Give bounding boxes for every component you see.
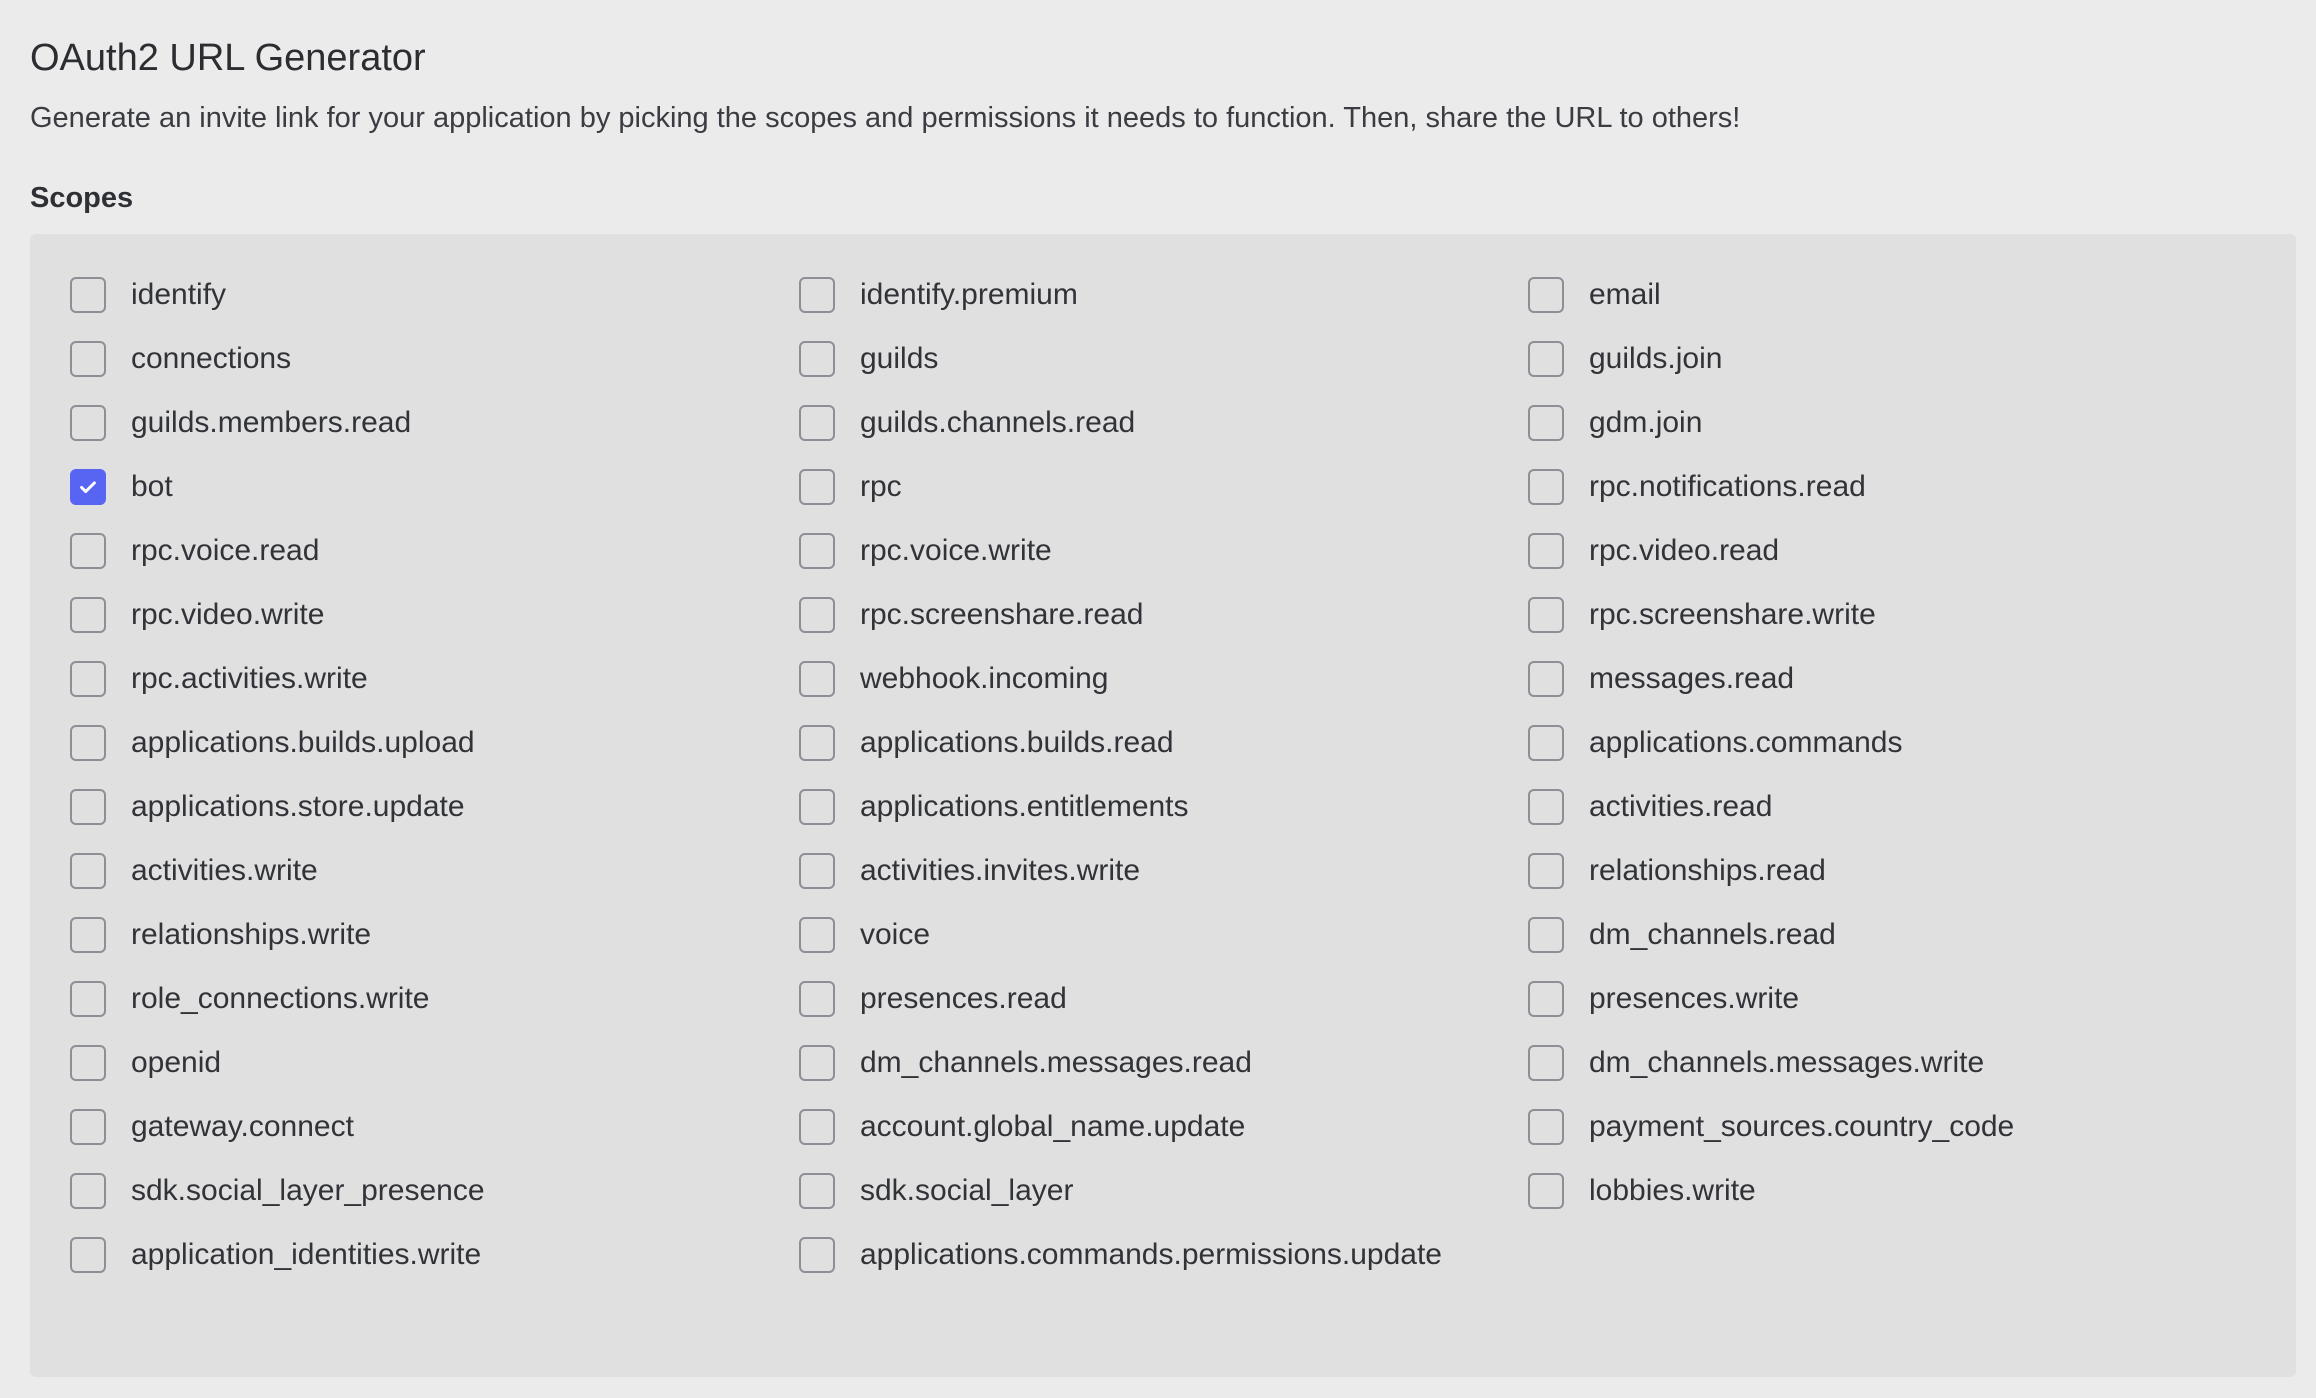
scope-checkbox-payment-sources-country-code[interactable] bbox=[1528, 1109, 1564, 1145]
scope-checkbox-connections[interactable] bbox=[70, 341, 106, 377]
scope-label: guilds.members.read bbox=[131, 406, 412, 439]
scope-label: payment_sources.country_code bbox=[1589, 1110, 2015, 1143]
scope-label: gateway.connect bbox=[131, 1110, 354, 1143]
scope-item-rpc-screenshare-read[interactable] bbox=[799, 583, 1528, 647]
scope-item-activities-read[interactable] bbox=[1528, 775, 2257, 839]
scope-checkbox-activities-write[interactable] bbox=[70, 853, 106, 889]
scope-item-rpc[interactable] bbox=[799, 455, 1528, 519]
scope-item-guilds-members-read[interactable] bbox=[70, 391, 799, 455]
scope-label: applications.commands.permissions.update bbox=[860, 1238, 1442, 1271]
scope-label: presences.read bbox=[860, 982, 1067, 1015]
scope-checkbox-rpc-video-read[interactable] bbox=[1528, 533, 1564, 569]
scope-checkbox-applications-store-update[interactable] bbox=[70, 789, 106, 825]
scope-item-openid[interactable] bbox=[70, 1031, 799, 1095]
scope-checkbox-activities-invites-write[interactable] bbox=[799, 853, 835, 889]
scope-item-rpc-video-read[interactable] bbox=[1528, 519, 2257, 583]
scope-checkbox-rpc-voice-read[interactable] bbox=[70, 533, 106, 569]
scope-label: guilds.channels.read bbox=[860, 406, 1136, 439]
scope-item-applications-commands-permissions-update[interactable] bbox=[799, 1223, 1528, 1287]
scope-label: activities.write bbox=[131, 854, 318, 887]
scope-label: gdm.join bbox=[1589, 406, 1703, 439]
scope-item-application-identities-write[interactable] bbox=[70, 1223, 799, 1287]
scope-checkbox-lobbies-write[interactable] bbox=[1528, 1173, 1564, 1209]
scope-checkbox-rpc-voice-write[interactable] bbox=[799, 533, 835, 569]
scope-checkbox-rpc-notifications-read[interactable] bbox=[1528, 469, 1564, 505]
scope-checkbox-guilds-channels-read[interactable] bbox=[799, 405, 835, 441]
scope-checkbox-applications-builds-read[interactable] bbox=[799, 725, 835, 761]
scope-checkbox-applications-entitlements[interactable] bbox=[799, 789, 835, 825]
scope-checkbox-application-identities-write[interactable] bbox=[70, 1237, 106, 1273]
scope-item-applications-entitlements[interactable] bbox=[799, 775, 1528, 839]
scope-item-applications-commands[interactable] bbox=[1528, 711, 2257, 775]
scope-item-rpc-voice-read[interactable] bbox=[70, 519, 799, 583]
scope-checkbox-email[interactable] bbox=[1528, 277, 1564, 313]
scope-checkbox-relationships-write[interactable] bbox=[70, 917, 106, 953]
scope-item-messages-read[interactable] bbox=[1528, 647, 2257, 711]
scope-checkbox-rpc-activities-write[interactable] bbox=[70, 661, 106, 697]
scope-checkbox-bot[interactable] bbox=[70, 469, 106, 505]
scope-checkbox-identify-premium[interactable] bbox=[799, 277, 835, 313]
scope-item-gateway-connect[interactable] bbox=[70, 1095, 799, 1159]
scope-label: rpc.video.write bbox=[131, 598, 325, 631]
scope-label: dm_channels.messages.read bbox=[860, 1046, 1252, 1079]
scope-checkbox-voice[interactable] bbox=[799, 917, 835, 953]
scope-label: rpc.voice.read bbox=[131, 534, 320, 567]
scope-label: guilds.join bbox=[1589, 342, 1723, 375]
scope-item-role-connections-write[interactable] bbox=[70, 967, 799, 1031]
scope-label: applications.builds.read bbox=[860, 726, 1174, 759]
scope-checkbox-dm-channels-read[interactable] bbox=[1528, 917, 1564, 953]
scope-label: identify.premium bbox=[860, 278, 1078, 311]
scope-checkbox-applications-commands-permissions-update[interactable] bbox=[799, 1237, 835, 1273]
scope-checkbox-gdm-join[interactable] bbox=[1528, 405, 1564, 441]
scope-label: voice bbox=[860, 918, 931, 951]
scope-label: email bbox=[1589, 278, 1661, 311]
scope-label: presences.write bbox=[1589, 982, 1800, 1015]
scope-item-dm-channels-read[interactable] bbox=[1528, 903, 2257, 967]
scope-item-activities-invites-write[interactable] bbox=[799, 839, 1528, 903]
scope-item-presences-write[interactable] bbox=[1528, 967, 2257, 1031]
scope-checkbox-presences-write[interactable] bbox=[1528, 981, 1564, 1017]
scope-label: applications.entitlements bbox=[860, 790, 1189, 823]
scope-label: account.global_name.update bbox=[860, 1110, 1246, 1143]
scope-label: rpc bbox=[860, 470, 902, 503]
scope-item-payment-sources-country-code[interactable] bbox=[1528, 1095, 2257, 1159]
scope-label: rpc.notifications.read bbox=[1589, 470, 1866, 503]
scope-checkbox-applications-commands[interactable] bbox=[1528, 725, 1564, 761]
scope-item-gdm-join[interactable] bbox=[1528, 391, 2257, 455]
scope-label: rpc.screenshare.write bbox=[1589, 598, 1876, 631]
scope-item-webhook-incoming[interactable] bbox=[799, 647, 1528, 711]
scope-label: dm_channels.messages.write bbox=[1589, 1046, 1985, 1079]
scope-item-bot[interactable] bbox=[70, 455, 799, 519]
page-description: Generate an invite link for your application by picking the scopes and permissions it needs to function. Then, share the URL to others! bbox=[30, 102, 1741, 134]
scope-checkbox-account-global-name-update[interactable] bbox=[799, 1109, 835, 1145]
scope-item-connections[interactable] bbox=[70, 327, 799, 391]
scopes-section-label: Scopes bbox=[30, 182, 134, 214]
scopes-grid bbox=[70, 263, 2270, 1287]
scope-item-account-global-name-update[interactable] bbox=[799, 1095, 1528, 1159]
scope-label: relationships.read bbox=[1589, 854, 1826, 887]
scope-item-identify[interactable] bbox=[70, 263, 799, 327]
scope-label: sdk.social_layer_presence bbox=[131, 1174, 485, 1207]
scope-checkbox-activities-read[interactable] bbox=[1528, 789, 1564, 825]
scope-label: connections bbox=[131, 342, 292, 375]
scope-checkbox-rpc-screenshare-write[interactable] bbox=[1528, 597, 1564, 633]
scope-checkbox-rpc-screenshare-read[interactable] bbox=[799, 597, 835, 633]
scope-label: rpc.video.read bbox=[1589, 534, 1780, 567]
scope-item-rpc-notifications-read[interactable] bbox=[1528, 455, 2257, 519]
page-title: OAuth2 URL Generator bbox=[30, 37, 426, 79]
scope-checkbox-applications-builds-upload[interactable] bbox=[70, 725, 106, 761]
scope-checkbox-messages-read[interactable] bbox=[1528, 661, 1564, 697]
scope-checkbox-identify[interactable] bbox=[70, 277, 106, 313]
scope-item-rpc-activities-write[interactable] bbox=[70, 647, 799, 711]
scope-label: lobbies.write bbox=[1589, 1174, 1756, 1207]
scope-label: relationships.write bbox=[131, 918, 372, 951]
scope-item-lobbies-write[interactable] bbox=[1528, 1159, 2257, 1223]
scope-label: role_connections.write bbox=[131, 982, 430, 1015]
scope-item-email[interactable] bbox=[1528, 263, 2257, 327]
scope-label: bot bbox=[131, 470, 173, 503]
scope-checkbox-dm-channels-messages-write[interactable] bbox=[1528, 1045, 1564, 1081]
checkmark-icon bbox=[77, 476, 99, 498]
scope-label: applications.commands bbox=[1589, 726, 1903, 759]
scope-item-sdk-social-layer-presence[interactable] bbox=[70, 1159, 799, 1223]
scope-checkbox-guilds[interactable] bbox=[799, 341, 835, 377]
scope-label: webhook.incoming bbox=[860, 662, 1109, 695]
scope-label: rpc.activities.write bbox=[131, 662, 368, 695]
scope-checkbox-webhook-incoming[interactable] bbox=[799, 661, 835, 697]
scopes-panel bbox=[30, 234, 2296, 1377]
scope-item-applications-builds-read[interactable] bbox=[799, 711, 1528, 775]
scope-checkbox-role-connections-write[interactable] bbox=[70, 981, 106, 1017]
scope-item-rpc-screenshare-write[interactable] bbox=[1528, 583, 2257, 647]
scope-checkbox-dm-channels-messages-read[interactable] bbox=[799, 1045, 835, 1081]
scope-label: activities.invites.write bbox=[860, 854, 1141, 887]
scope-item-guilds-channels-read[interactable] bbox=[799, 391, 1528, 455]
scope-item-presences-read[interactable] bbox=[799, 967, 1528, 1031]
scope-item-applications-builds-upload[interactable] bbox=[70, 711, 799, 775]
scope-item-dm-channels-messages-write[interactable] bbox=[1528, 1031, 2257, 1095]
scope-checkbox-sdk-social-layer[interactable] bbox=[799, 1173, 835, 1209]
scope-label: application_identities.write bbox=[131, 1238, 482, 1271]
scope-checkbox-guilds-members-read[interactable] bbox=[70, 405, 106, 441]
scope-item-rpc-video-write[interactable] bbox=[70, 583, 799, 647]
scope-item-activities-write[interactable] bbox=[70, 839, 799, 903]
scope-item-dm-channels-messages-read[interactable] bbox=[799, 1031, 1528, 1095]
scope-label: applications.store.update bbox=[131, 790, 465, 823]
scope-checkbox-rpc[interactable] bbox=[799, 469, 835, 505]
scope-item-identify-premium[interactable] bbox=[799, 263, 1528, 327]
scope-label: activities.read bbox=[1589, 790, 1773, 823]
scope-item-relationships-read[interactable] bbox=[1528, 839, 2257, 903]
scope-item-applications-store-update[interactable] bbox=[70, 775, 799, 839]
scope-checkbox-presences-read[interactable] bbox=[799, 981, 835, 1017]
scope-item-sdk-social-layer[interactable] bbox=[799, 1159, 1528, 1223]
scope-label: rpc.voice.write bbox=[860, 534, 1052, 567]
scope-label: openid bbox=[131, 1046, 222, 1079]
scope-item-guilds-join[interactable] bbox=[1528, 327, 2257, 391]
scope-item-voice[interactable] bbox=[799, 903, 1528, 967]
scope-checkbox-rpc-video-write[interactable] bbox=[70, 597, 106, 633]
scope-checkbox-relationships-read[interactable] bbox=[1528, 853, 1564, 889]
scope-item-rpc-voice-write[interactable] bbox=[799, 519, 1528, 583]
scope-checkbox-gateway-connect[interactable] bbox=[70, 1109, 106, 1145]
scope-label: dm_channels.read bbox=[1589, 918, 1836, 951]
scope-item-relationships-write[interactable] bbox=[70, 903, 799, 967]
scope-checkbox-openid[interactable] bbox=[70, 1045, 106, 1081]
scope-checkbox-guilds-join[interactable] bbox=[1528, 341, 1564, 377]
scope-label: applications.builds.upload bbox=[131, 726, 475, 759]
scope-item-guilds[interactable] bbox=[799, 327, 1528, 391]
scope-label: guilds bbox=[860, 342, 939, 375]
scope-checkbox-sdk-social-layer-presence[interactable] bbox=[70, 1173, 106, 1209]
scope-label: rpc.screenshare.read bbox=[860, 598, 1144, 631]
scope-label: sdk.social_layer bbox=[860, 1174, 1074, 1207]
scope-label: identify bbox=[131, 278, 227, 311]
scope-label: messages.read bbox=[1589, 662, 1795, 695]
